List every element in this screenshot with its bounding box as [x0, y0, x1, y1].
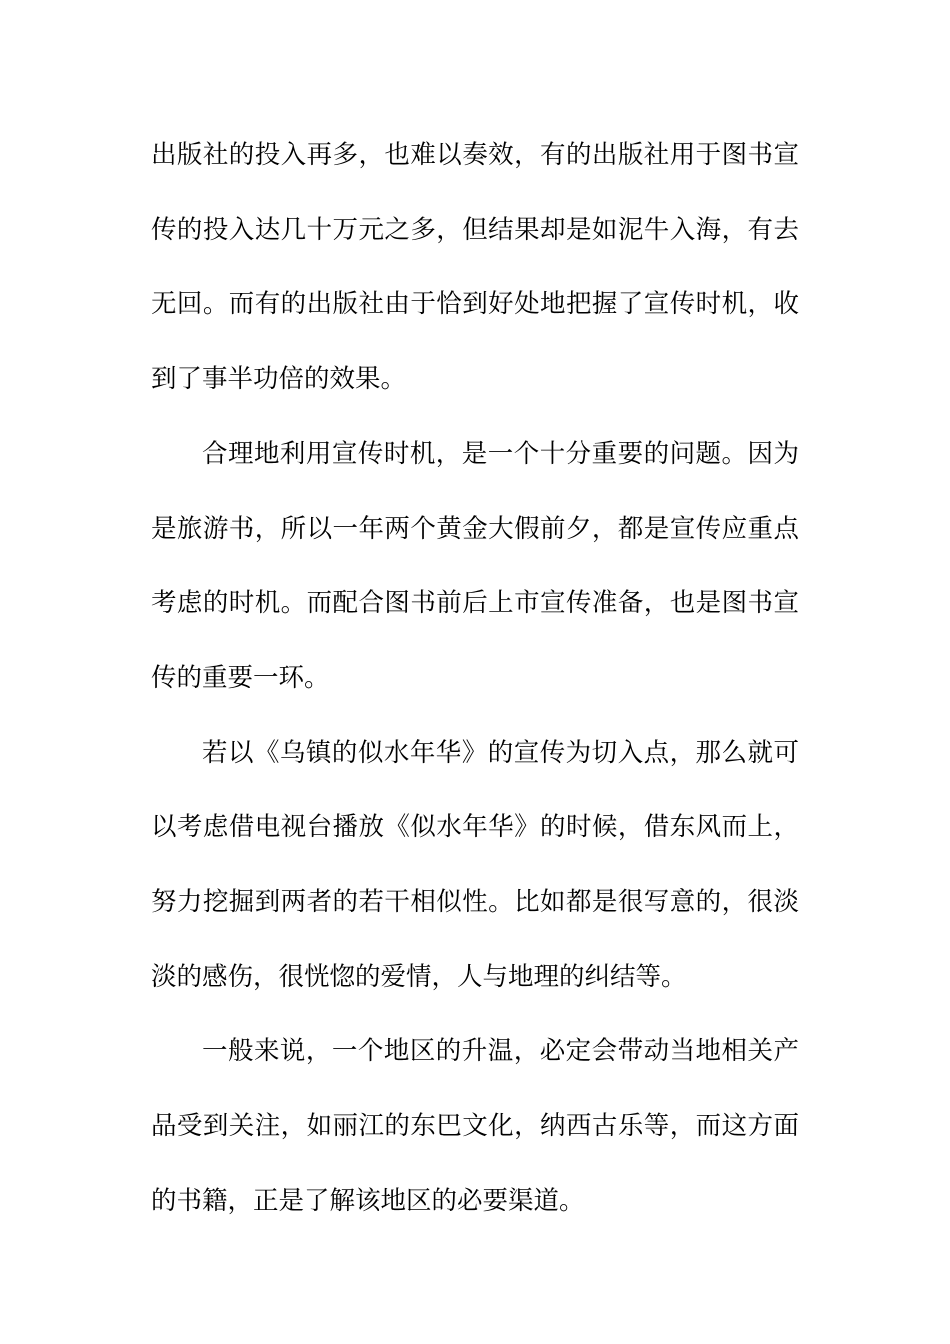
paragraph-publicity-timing: 合理地利用宣传时机，是一个十分重要的问题。因为是旅游书，所以一年两个黄金大假前夕，都是宣传应重点考虑的时机。而配合图书前后上市宣传准备，也是图书宣传的重要一环。 [151, 438, 799, 693]
body-text [151, 118, 799, 1239]
paragraph-wuzhen-promotion: 若以《乌镇的似水年华》的宣传为切入点，那么就可以考虑借电视台播放《似水年华》的时候，借东风而上，努力挖掘到两者的若干相似性。比如都是很写意的，很淡淡的感伤，很恍惚的爱情，人与地理的纠结等。 [151, 737, 799, 992]
paragraph-regional-interest: 一般来说，一个地区的升温，必定会带动当地相关产品受到关注，如丽江的东巴文化，纳西古乐等，而这方面的书籍，正是了解该地区的必要渠道。 [151, 1036, 799, 1216]
paragraph-continued: 出版社的投入再多，也难以奏效，有的出版社用于图书宣传的投入达几十万元之多，但结果却是如泥牛入海，有去无回。而有的出版社由于恰到好处地把握了宣传时机，收到了事半功倍的效果。 [151, 140, 799, 395]
